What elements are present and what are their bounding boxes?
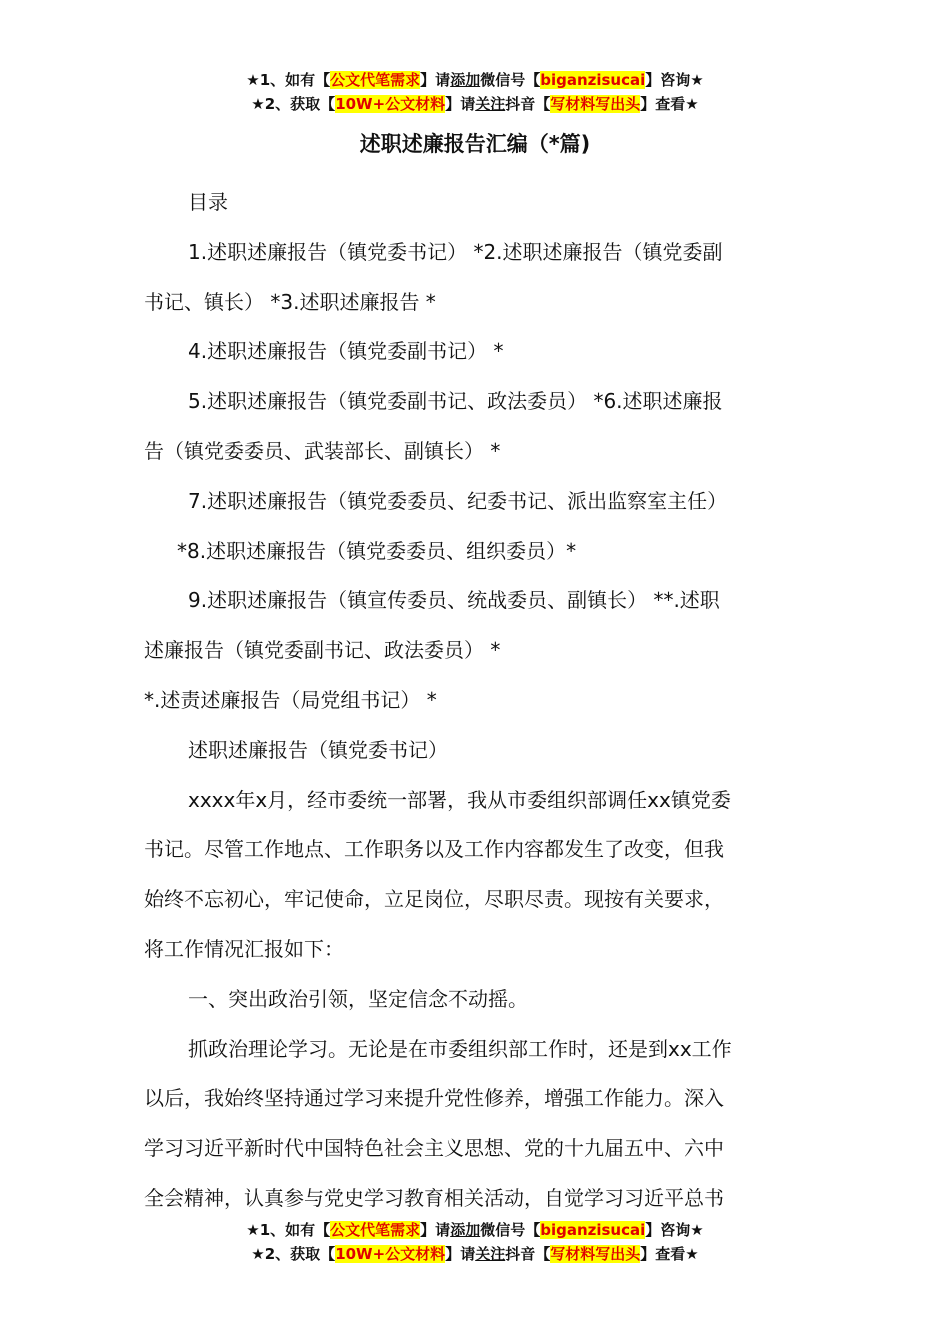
promo-line-1 — [0, 1218, 950, 1242]
promo-highlight: 公文代笔需求 — [330, 1221, 421, 1239]
promo-text: 】请 — [445, 95, 476, 113]
douyin-id-highlight: 写材料写出头 — [550, 95, 641, 113]
body-line: 抓政治理论学习。无论是在市委组织部工作时，还是到xx工作 — [188, 1036, 732, 1061]
toc-line: 7.述职述廉报告（镇党委委员、纪委书记、派出监察室主任） — [188, 488, 728, 513]
body-line: xxxx年x月，经市委统一部署，我从市委组织部调任xx镇党委 — [188, 787, 731, 812]
promo-underlined-text: 关注 — [475, 1245, 506, 1263]
toc-line: 5.述职述廉报告（镇党委副书记、政法委员） *6.述职述廉报 — [188, 389, 723, 414]
document-body — [144, 178, 807, 1224]
promo-highlight: 10W+公文材料 — [335, 1245, 446, 1263]
document-title: 述职述廉报告汇编（*篇) — [359, 132, 591, 156]
body-line: 将工作情况汇报如下： — [144, 936, 344, 961]
toc-line: 告（镇党委委员、武装部长、副镇长） * — [144, 438, 501, 463]
toc-line: 述廉报告（镇党委副书记、政法委员） * — [144, 638, 501, 663]
section-heading: 述职述廉报告（镇党委书记） — [188, 737, 448, 762]
promo-text: ★1、如有【 — [246, 1221, 331, 1239]
header-promo-banner — [0, 68, 950, 116]
promo-text: ★2、获取【 — [251, 95, 336, 113]
body-line: 书记。尽管工作地点、工作职务以及工作内容都发生了改变，但我 — [144, 837, 724, 862]
promo-text: 】查看★ — [640, 1245, 699, 1263]
wechat-id-highlight: biganzisucai — [540, 71, 646, 89]
promo-underlined-text: 添加 — [450, 1221, 481, 1239]
body-line: 学习习近平新时代中国特色社会主义思想、党的十九届五中、六中 — [144, 1136, 724, 1161]
promo-text: ★1、如有【 — [246, 71, 331, 89]
body-line: 全会精神，认真参与党史学习教育相关活动，自觉学习习近平总书 — [144, 1185, 724, 1210]
promo-line-2 — [0, 92, 950, 116]
promo-text: 】请 — [445, 1245, 476, 1263]
promo-text: 】请 — [420, 1221, 451, 1239]
wechat-id-highlight: biganzisucai — [540, 1221, 646, 1239]
subheading: 一、突出政治引领，坚定信念不动摇。 — [188, 986, 528, 1011]
footer-promo-banner — [0, 1218, 950, 1266]
douyin-id-highlight: 写材料写出头 — [550, 1245, 641, 1263]
promo-highlight: 公文代笔需求 — [330, 71, 421, 89]
toc-line: 9.述职述廉报告（镇宣传委员、统战委员、副镇长） **.述职 — [188, 588, 720, 613]
toc-line: *8.述职述廉报告（镇党委委员、组织委员）* — [177, 538, 577, 563]
promo-underlined-text: 关注 — [475, 95, 506, 113]
toc-line: 1.述职述廉报告（镇党委书记） *2.述职述廉报告（镇党委副 — [188, 239, 723, 264]
toc-line: 书记、镇长） *3.述职述廉报告 * — [144, 289, 436, 314]
promo-text: 】请 — [420, 71, 451, 89]
toc-line: *.述责述廉报告（局党组书记） * — [144, 687, 437, 712]
toc-line: 4.述职述廉报告（镇党委副书记） * — [188, 339, 504, 364]
toc-heading: 目录 — [188, 190, 228, 214]
promo-text: 】咨询★ — [645, 71, 704, 89]
promo-line-1 — [0, 68, 950, 92]
body-line: 始终不忘初心，牢记使命，立足岗位，尽职尽责。现按有关要求， — [144, 887, 724, 912]
promo-underlined-text: 添加 — [450, 71, 481, 89]
promo-text: 抖音【 — [505, 1245, 551, 1263]
promo-text: 】咨询★ — [645, 1221, 704, 1239]
promo-highlight: 10W+公文材料 — [335, 95, 446, 113]
promo-text: 】查看★ — [640, 95, 699, 113]
promo-text: 微信号【 — [480, 71, 541, 89]
promo-line-2 — [0, 1242, 950, 1266]
promo-text: ★2、获取【 — [251, 1245, 336, 1263]
body-line: 以后，我始终坚持通过学习来提升党性修养，增强工作能力。深入 — [144, 1086, 724, 1111]
promo-text: 微信号【 — [480, 1221, 541, 1239]
promo-text: 抖音【 — [505, 95, 551, 113]
